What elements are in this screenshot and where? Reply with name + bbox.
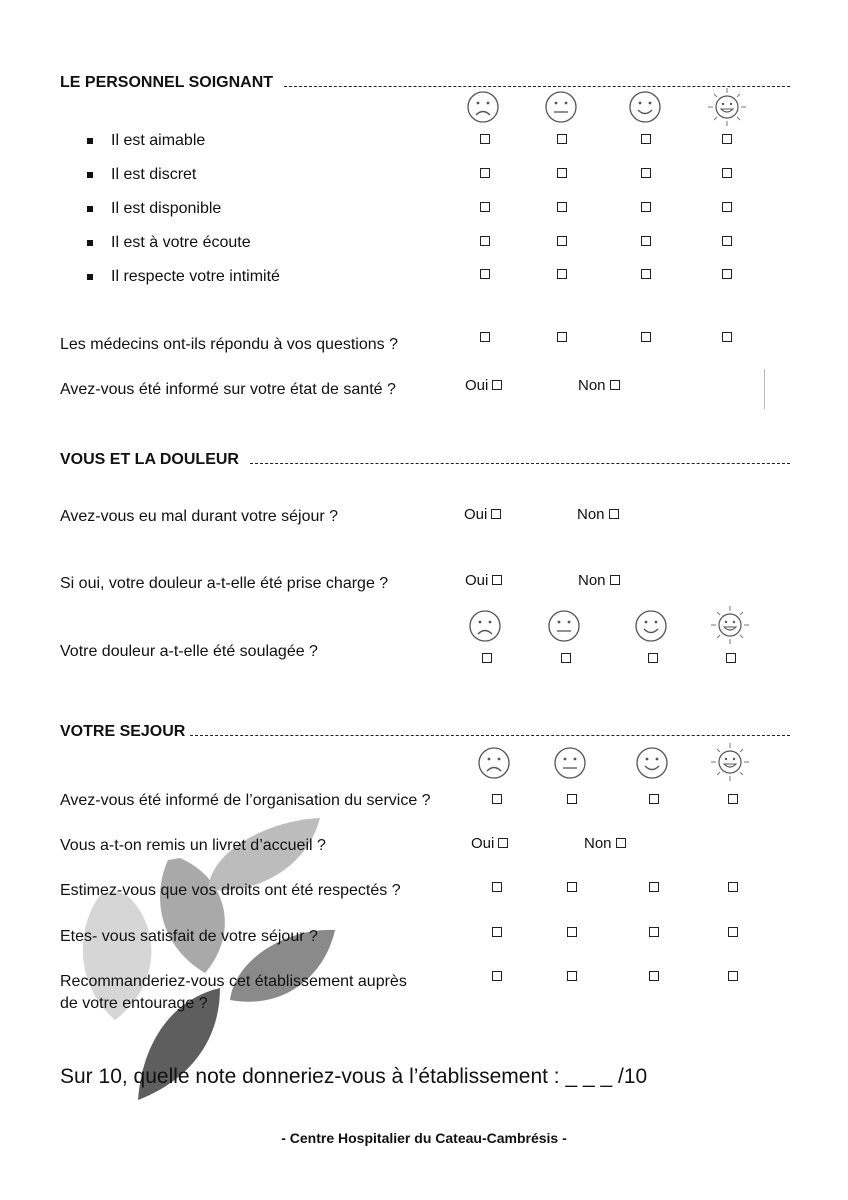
rating-checkbox[interactable] <box>492 882 502 892</box>
rating-checkbox[interactable] <box>482 653 492 663</box>
no-label: Non <box>578 572 606 589</box>
rating-checkbox[interactable] <box>722 332 732 342</box>
rating-checkbox[interactable] <box>641 134 651 144</box>
no-option[interactable] <box>577 506 619 524</box>
yes-option[interactable] <box>464 506 501 524</box>
section-heading-stay: VOTRE SEJOUR <box>60 723 186 740</box>
question-pain: Avez-vous eu mal durant votre séjour ? <box>60 508 339 525</box>
rating-checkbox[interactable] <box>641 269 651 279</box>
rating-checkbox[interactable] <box>722 236 732 246</box>
rating-checkbox[interactable] <box>641 332 651 342</box>
item-label-ecoute: Il est à votre écoute <box>111 234 251 251</box>
rating-checkbox[interactable] <box>480 202 490 212</box>
no-label: Non <box>584 835 612 852</box>
yes-checkbox[interactable] <box>491 509 501 519</box>
sun-face-icon <box>709 604 751 646</box>
rating-checkbox[interactable] <box>480 269 490 279</box>
question-booklet: Vous a-t-on remis un livret d’accueil ? <box>60 837 326 854</box>
rating-checkbox[interactable] <box>728 971 738 981</box>
no-checkbox[interactable] <box>610 380 620 390</box>
very-unhappy-face-icon <box>465 89 501 125</box>
item-label-aimable: Il est aimable <box>111 132 206 149</box>
yes-checkbox[interactable] <box>498 838 508 848</box>
rating-checkbox[interactable] <box>480 332 490 342</box>
happy-face-icon <box>634 745 670 781</box>
question-informed-health: Avez-vous été informé sur votre état de santé ? <box>60 381 396 398</box>
rating-checkbox[interactable] <box>557 168 567 178</box>
rating-checkbox[interactable] <box>728 927 738 937</box>
sun-face-icon <box>709 741 751 783</box>
no-label: Non <box>577 506 605 523</box>
no-label: Non <box>578 377 606 394</box>
yes-checkbox[interactable] <box>492 380 502 390</box>
neutral-face-icon <box>552 745 588 781</box>
bullet <box>87 240 93 246</box>
rating-checkbox[interactable] <box>567 927 577 937</box>
yes-checkbox[interactable] <box>492 575 502 585</box>
bullet <box>87 206 93 212</box>
happy-face-icon <box>633 608 669 644</box>
vertical-rule <box>764 369 765 409</box>
yes-label: Oui <box>465 377 489 394</box>
yes-option[interactable] <box>465 572 502 590</box>
no-option[interactable] <box>578 572 620 590</box>
rating-checkbox[interactable] <box>567 794 577 804</box>
rating-checkbox[interactable] <box>641 236 651 246</box>
no-checkbox[interactable] <box>609 509 619 519</box>
rating-checkbox[interactable] <box>722 134 732 144</box>
bullet <box>87 138 93 144</box>
rating-checkbox[interactable] <box>557 236 567 246</box>
section-heading-staff: LE PERSONNEL SOIGNANT <box>60 74 274 91</box>
heading-dash-rule <box>250 463 790 464</box>
rating-checkbox[interactable] <box>641 168 651 178</box>
rating-checkbox[interactable] <box>480 134 490 144</box>
question-doctors: Les médecins ont-ils répondu à vos questions ? <box>60 336 398 353</box>
no-option[interactable] <box>578 377 620 395</box>
very-unhappy-face-icon <box>476 745 512 781</box>
yes-label: Oui <box>471 835 495 852</box>
no-checkbox[interactable] <box>616 838 626 848</box>
yes-option[interactable] <box>471 835 508 853</box>
rating-checkbox[interactable] <box>557 202 567 212</box>
very-unhappy-face-icon <box>467 608 503 644</box>
footer-hospital-name: - Centre Hospitalier du Cateau-Cambrésis - <box>281 1130 567 1146</box>
section-heading-pain: VOUS ET LA DOULEUR <box>60 451 239 468</box>
rating-checkbox[interactable] <box>557 332 567 342</box>
sun-face-icon <box>706 86 748 128</box>
rating-checkbox[interactable] <box>728 882 738 892</box>
neutral-face-icon <box>546 608 582 644</box>
bullet <box>87 172 93 178</box>
rating-checkbox[interactable] <box>649 882 659 892</box>
rating-checkbox[interactable] <box>641 202 651 212</box>
neutral-face-icon <box>543 89 579 125</box>
question-organisation: Avez-vous été informé de l’organisation du service ? <box>60 792 431 809</box>
rating-checkbox[interactable] <box>722 269 732 279</box>
happy-face-icon <box>627 89 663 125</box>
rating-checkbox[interactable] <box>648 653 658 663</box>
rating-checkbox[interactable] <box>649 927 659 937</box>
rating-checkbox[interactable] <box>649 971 659 981</box>
no-option[interactable] <box>584 835 626 853</box>
rating-checkbox[interactable] <box>649 794 659 804</box>
question-recommend-line1: Recommanderiez-vous cet établissement auprès <box>60 973 407 990</box>
rating-checkbox[interactable] <box>492 971 502 981</box>
rating-checkbox[interactable] <box>728 794 738 804</box>
question-rights: Estimez-vous que vos droits ont été respectés ? <box>60 882 401 899</box>
question-satisfied: Etes- vous satisfait de votre séjour ? <box>60 928 318 945</box>
rating-checkbox[interactable] <box>567 882 577 892</box>
question-pain-taken-care: Si oui, votre douleur a-t-elle été prise charge ? <box>60 575 389 592</box>
item-label-discret: Il est discret <box>111 166 197 183</box>
rating-prompt: Sur 10, quelle note donneriez-vous à l’établissement : _ _ _ /10 <box>60 1065 648 1088</box>
rating-checkbox[interactable] <box>480 236 490 246</box>
rating-checkbox[interactable] <box>722 202 732 212</box>
rating-checkbox[interactable] <box>492 794 502 804</box>
rating-checkbox[interactable] <box>480 168 490 178</box>
item-label-intimite: Il respecte votre intimité <box>111 268 280 285</box>
bullet <box>87 274 93 280</box>
question-pain-relieved: Votre douleur a-t-elle été soulagée ? <box>60 643 318 660</box>
rating-checkbox[interactable] <box>567 971 577 981</box>
item-label-disponible: Il est disponible <box>111 200 222 217</box>
rating-checkbox[interactable] <box>561 653 571 663</box>
yes-label: Oui <box>465 572 489 589</box>
rating-checkbox[interactable] <box>557 134 567 144</box>
heading-dash-rule <box>190 735 790 736</box>
no-checkbox[interactable] <box>610 575 620 585</box>
rating-checkbox[interactable] <box>722 168 732 178</box>
rating-checkbox[interactable] <box>726 653 736 663</box>
rating-checkbox[interactable] <box>492 927 502 937</box>
question-recommend-line2: de votre entourage ? <box>60 995 208 1012</box>
rating-checkbox[interactable] <box>557 269 567 279</box>
yes-option[interactable] <box>465 377 502 395</box>
yes-label: Oui <box>464 506 488 523</box>
